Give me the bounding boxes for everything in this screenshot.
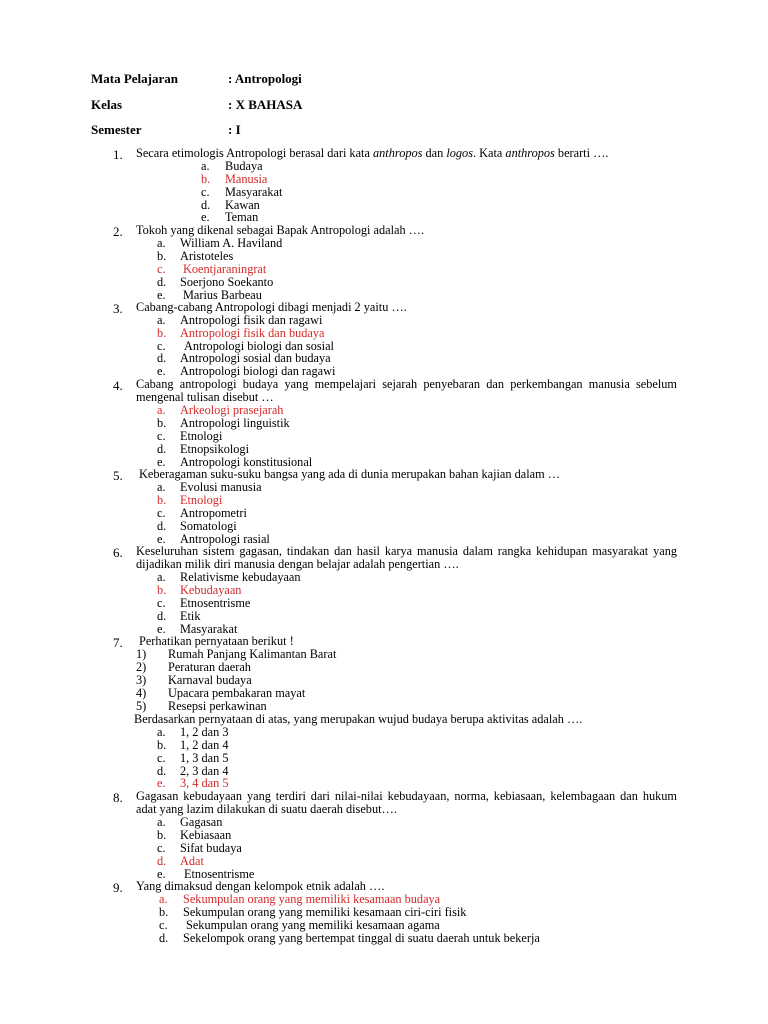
question-text: Tokoh yang dikenal sebagai Bapak Antropologi adalah ….	[136, 223, 425, 237]
question-number: 6.	[113, 545, 123, 560]
question-followup: Berdasarkan pernyataan di atas, yang merupakan wujud budaya berupa aktivitas adalah ….	[134, 712, 583, 726]
question-number: 7.	[113, 635, 123, 650]
question-text: Secara etimologis Antropologi berasal dari kata anthropos dan logos. Kata anthropos berarti ….	[136, 146, 609, 160]
question-text: Yang dimaksud dengan kelompok etnik adalah ….	[136, 879, 385, 893]
subject-value: : Antropologi	[228, 71, 302, 86]
semester-label: Semester	[91, 122, 142, 137]
question-number: 2.	[113, 224, 123, 239]
subject-label: Mata Pelajaran	[91, 71, 179, 86]
question-number: 9.	[113, 880, 123, 895]
document-page: Mata Pelajaran : Antropologi Kelas : X BAHASA Semester : I 1. Secara etimologis Antropologi berasal dari kata anthropos dan logos. Kata anthropos berarti …. a. Budaya b. Manusia c. Masyarakat d. Kawan e. Teman 2. Tokoh yang dikenal sebagai Bapak Antropologi adalah …. a. William A. Haviland b. Aristoteles c. Koentjaraningrat d. Soerjono Soekanto e. Marius Barbeau 3. Cabang-cabang Antropologi dibagi menjadi 2 yaitu …. a. Antropologi fisik dan ragawi b. Antropologi fisik dan budaya c. Antropologi biologi dan sosial d. Antropologi sosial dan budaya e. Antropologi biologi dan ragawi 4. Cabang antropologi budaya yang mempelajari sejarah penyebaran dan perkembangan manusia sebelum mengenal tulisan disebut … a. Arkeologi prasejarah b. Antropologi linguistik c. Etnologi d. Etnopsikologi e. Antropologi konstitusional 5. Keberagaman suku-suku bangsa yang ada di dunia merupakan bahan kajian dalam … a. Evolusi manusia b. Etnologi c. Antropometri d. Somatologi e. Antropologi rasial 6. Keseluruhan sistem gagasan, tindakan dan hasil karya manusia dalam rangka kehidupan masyarakat yang dijadikan milik diri manusia dengan belajar adalah pengertian …. a. Relativisme kebudayaan b. Kebudayaan c. Etnosentrisme d. Etik e. Masyarakat 7. Perhatikan pernyataan berikut ! 1) Rumah Panjang Kalimantan Barat 2) Peraturan daerah 3) Karnaval budaya 4) Upacara pembakaran mayat 5) Resepsi perkawinan Berdasarkan pernyataan di atas, yang merupakan wujud budaya berupa aktivitas adalah …. a. 1, 2 dan 3 b. 1, 2 dan 4 c. 1, 3 dan 5 d. 2, 3 dan 4 e. 3, 4 dan 5 8. Gagasan kebudayaan yang terdiri dari nilai-nilai kebudayaan, norma, kebiasaan, kelembagaan dan hukum adat yang lazim dilakukan di suatu daerah disebut…. a. Gagasan b. Kebiasaan c. Sifat budaya d. Adat e. Etnosentrisme 9. Yang dimaksud dengan kelompok etnik adalah …. a. Sekumpulan orang yang memiliki kesamaan budaya b. Sekumpulan orang yang memiliki kesamaan ciri-ciri fisik c. Sekumpulan orang yang memiliki kesamaan agama d. Sekelompok orang yang bertempat tinggal di suatu daerah untuk bekerja	[0, 0, 768, 1024]
question-text: Perhatikan pernyataan berikut !	[139, 634, 294, 648]
question-number: 8.	[113, 790, 123, 805]
question-text: Cabang antropologi budaya yang mempelajari sejarah penyebaran dan perkembangan manusia sebelum mengenal tulisan disebut …	[136, 377, 677, 404]
question-text: Keseluruhan sistem gagasan, tindakan dan hasil karya manusia dalam rangka kehidupan masyarakat yang dijadikan milik diri manusia dengan belajar adalah pengertian ….	[136, 544, 677, 571]
question-number: 4.	[113, 378, 123, 393]
question-number: 5.	[113, 468, 123, 483]
question-text: Cabang-cabang Antropologi dibagi menjadi 2 yaitu ….	[136, 300, 407, 314]
question-number: 1.	[113, 147, 123, 162]
class-label: Kelas	[91, 97, 123, 112]
semester-value: : I	[228, 122, 241, 137]
question-number: 3.	[113, 301, 123, 316]
question-text: Gagasan kebudayaan yang terdiri dari nilai-nilai kebudayaan, norma, kebiasaan, kelembagaan dan hukum adat yang lazim dilakukan di suatu daerah disebut….	[136, 789, 677, 816]
class-value: : X BAHASA	[228, 97, 303, 112]
question-text: Keberagaman suku-suku bangsa yang ada di dunia merupakan bahan kajian dalam …	[139, 467, 561, 481]
